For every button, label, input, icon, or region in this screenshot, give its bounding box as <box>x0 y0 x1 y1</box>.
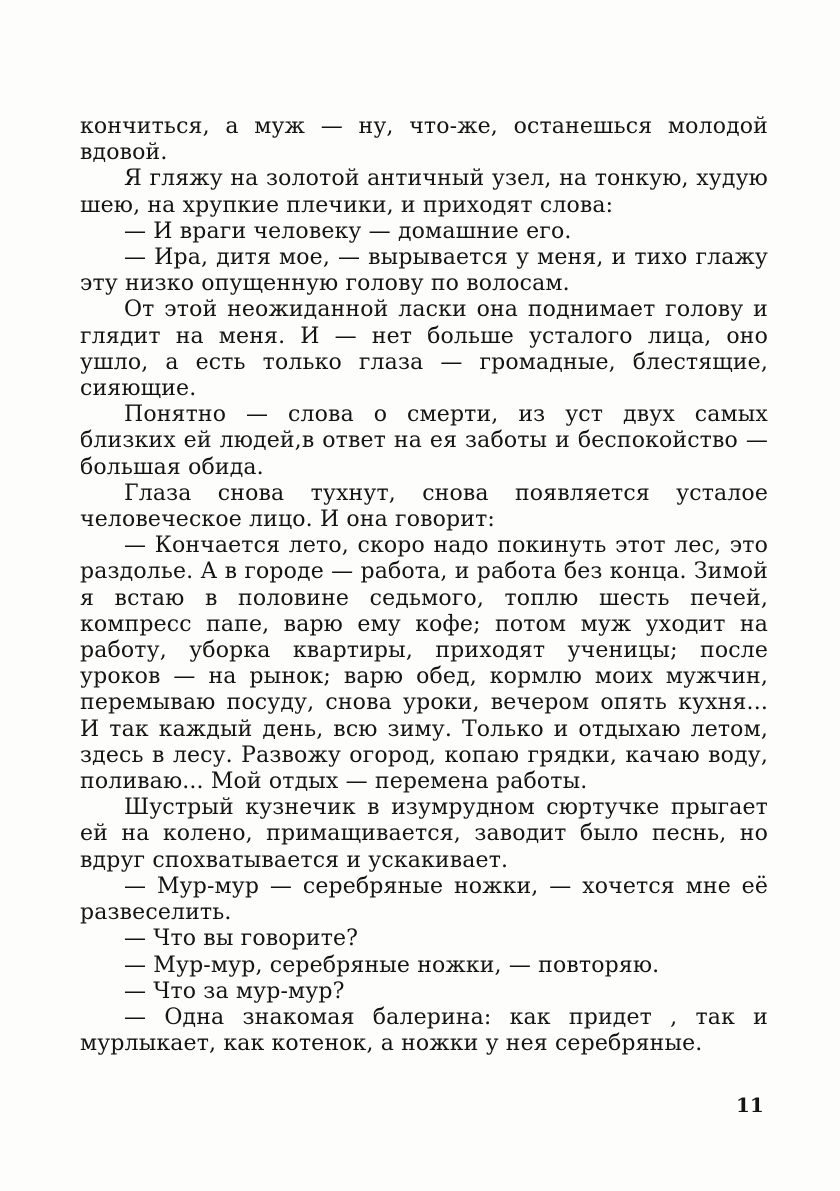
paragraph: Я гляжу на золотой античный узел, на тонкую, худую шею, на хрупкие плечики, и приходят слова: <box>80 166 768 218</box>
paragraph: От этой неожиданной ласки она поднимает голову и глядит на меня. И — нет больше усталого лица, оно ушло, а есть только глаза — громадные, блестящие, сияющие. <box>80 297 768 402</box>
paragraph: Шустрый кузнечик в изумрудном сюртучке прыгает ей на колено, примащивается, заводит было песнь, но вдруг спохватывается и ускакивает. <box>80 795 768 873</box>
body-text <box>80 114 768 1057</box>
paragraph: — Одна знакомая балерина: как придет , так и мурлыкает, как котенок, а ножки у нея серебряные. <box>80 1004 768 1057</box>
paragraph: — Что за мур-мур? <box>124 978 345 1004</box>
paragraph: — Мур-мур, серебряные ножки, — повторяю. <box>124 952 660 978</box>
paragraph: — Что вы говорите? <box>124 926 359 952</box>
paragraph: — И враги человеку — домашние его. <box>124 218 572 244</box>
paragraph: кончиться, а муж — ну, что-же, останешься молодой вдовой. <box>80 114 768 166</box>
paragraph: Понятно — слова о смерти, из уст двух самых близких ей людей,в ответ на ея заботы и беспокойство — большая обида. <box>80 402 768 480</box>
paragraph: — Ира, дитя мое, — вырывается у меня, и тихо глажу эту низко опущенную голову по волосам. <box>80 245 768 297</box>
paragraph: Глаза снова тухнут, снова появляется усталое человеческое лицо. И она говорит: <box>80 480 768 533</box>
page-number: 11 <box>736 1093 764 1117</box>
paragraph: — Мур-мур — серебряные ножки, — хочется мне её развеселить. <box>80 873 768 926</box>
paragraph: — Кончается лето, скоро надо покинуть этот лес, это раздолье. А в городе — работа, и работа без конца. Зимой я встаю в половине седьмого, топлю шесть печей, компресс папе, варю ему кофе; потом муж уходит на работу, уборка квартиры, приходят ученицы; после уроков — на рынок; варю обед, кормлю моих мужчин, перемываю посуду, снова уроки, вечером опять кухня... И так каждый день, всю зиму. Только и отдыхаю летом, здесь в лесу. Развожу огород, копаю грядки, качаю воду, поливаю... Мой отдых — перемена работы. <box>80 533 768 795</box>
